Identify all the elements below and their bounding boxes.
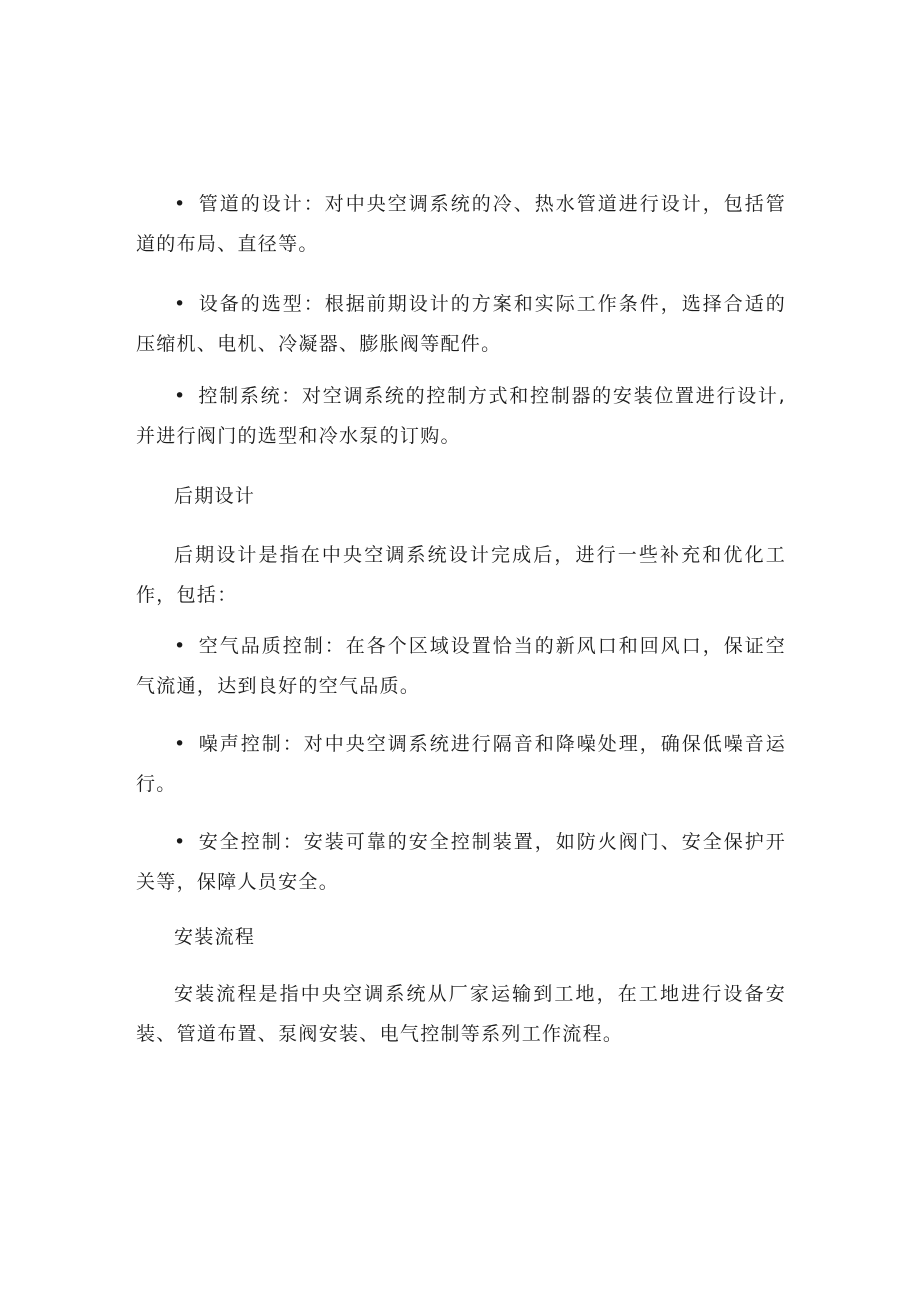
bullet-item-safety-control [136,822,786,902]
installation-heading: 安装流程 [174,926,256,948]
bullet-item-control-system [136,376,786,456]
bullet-text: 安全控制：安装可靠的安全控制装置，如防火阀门、安全保护开关等，保障人员安全。 [136,831,786,893]
bullet-marker: • [174,193,187,215]
bullet-marker: • [174,293,187,315]
bullet-item-pipe-design [136,184,786,264]
installation-intro: 安装流程是指中央空调系统从厂家运输到工地，在工地进行设备安装、管道布置、泵阀安装、电气控制等系列工作流程。 [136,983,786,1045]
bullet-marker: • [174,733,187,755]
later-design-intro: 后期设计是指在中央空调系统设计完成后，进行一些补充和优化工作，包括： [136,544,786,606]
bullet-text: 控制系统：对空调系统的控制方式和控制器的安装位置进行设计,并进行阀门的选型和冷水泵的订购。 [136,385,786,447]
bullet-item-noise-control [136,724,786,804]
bullet-text: 管道的设计：对中央空调系统的冷、热水管道进行设计，包括管道的布局、直径等。 [136,193,786,255]
bullet-text: 设备的选型：根据前期设计的方案和实际工作条件，选择合适的压缩机、电机、冷凝器、膨胀阀等配件。 [136,293,786,355]
bullet-text: 噪声控制：对中央空调系统进行隔音和降噪处理，确保低噪音运行。 [136,733,786,795]
bullet-marker: • [174,635,187,657]
bullet-item-air-quality [136,626,786,706]
bullet-marker: • [174,831,187,853]
later-design-heading: 后期设计 [174,485,256,507]
bullet-text: 空气品质控制：在各个区域设置恰当的新风口和回风口，保证空气流通，达到良好的空气品质。 [136,635,786,697]
bullet-marker: • [174,385,187,407]
bullet-item-equipment-selection [136,284,786,364]
